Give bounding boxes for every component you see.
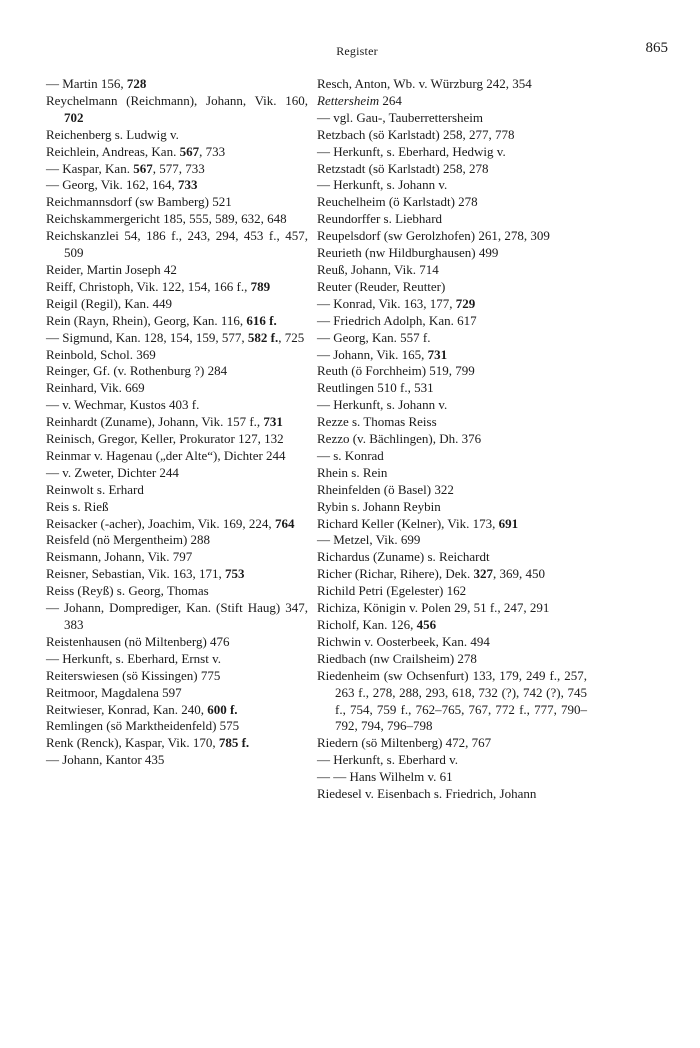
register-entry: Reuchelheim (ö Karlstadt) 278 <box>317 194 478 210</box>
running-title: Register <box>336 44 378 58</box>
register-entry: — v. Wechmar, Kustos 403 f. <box>46 397 200 413</box>
register-entry: Rein (Rayn, Rhein), Georg, Kan. 116, 616 f. <box>46 312 277 328</box>
register-entry: Richardus (Zuname) s. Reichardt <box>317 549 490 565</box>
register-entry: — Herkunft, s. Eberhard, Ernst v. <box>46 650 221 666</box>
register-entry: Riedern (sö Miltenberg) 472, 767 <box>317 735 492 751</box>
register-entry: Riedbach (nw Crailsheim) 278 <box>317 650 477 666</box>
register-entry: Rezzo (v. Bächlingen), Dh. 376 <box>317 431 482 447</box>
register-entry: Reider, Martin Joseph 42 <box>46 261 177 277</box>
register-entry: — vgl. Gau-, Tauberrettersheim <box>317 109 483 125</box>
register-entry: Renk (Renck), Kaspar, Vik. 170, 785 f. <box>46 735 250 751</box>
register-entry: Reis s. Rieß <box>46 498 109 514</box>
register-entry: — — Hans Wilhelm v. 61 <box>317 769 453 785</box>
register-entry: Reistenhausen (nö Miltenberg) 476 <box>46 633 230 649</box>
register-entry: Reychelmann (Reichmann), Johann, Vik. 160, 702 <box>46 92 308 125</box>
register-entry: Rybin s. Johann Reybin <box>317 498 441 514</box>
register-entry: Reiterswiesen (sö Kissingen) 775 <box>46 667 221 683</box>
register-entry: Reisacker (-acher), Joachim, Vik. 169, 224, 764 <box>46 515 295 531</box>
register-entry: Richild Petri (Egelester) 162 <box>317 583 467 599</box>
register-entry: Retzstadt (sö Karlstadt) 258, 278 <box>317 160 489 176</box>
register-entry: Reuß, Johann, Vik. 714 <box>317 261 439 277</box>
register-entry: Reinbold, Schol. 369 <box>46 346 156 362</box>
register-entry: Reichskanzlei 54, 186 f., 243, 294, 453 f., 457, 509 <box>46 228 308 261</box>
register-entry: — Herkunft, s. Eberhard, Hedwig v. <box>317 143 506 159</box>
register-entry: — Martin 156, 728 <box>46 76 147 91</box>
register-entry: Reitmoor, Magdalena 597 <box>46 684 182 700</box>
register-entry: — s. Konrad <box>317 447 384 463</box>
register-entry: Reinger, Gf. (v. Rothenburg ?) 284 <box>46 363 228 379</box>
register-entry: Rhein s. Rein <box>317 464 388 480</box>
register-entry: Reichmannsdorf (sw Bamberg) 521 <box>46 194 232 210</box>
register-entry: Richwin v. Oosterbeek, Kan. 494 <box>317 633 490 649</box>
register-entry: Richiza, Königin v. Polen 29, 51 f., 247, 291 <box>317 600 550 616</box>
register-entry: Reichskammergericht 185, 555, 589, 632, 648 <box>46 211 287 227</box>
register-entry: — Johann, Vik. 165, 731 <box>317 346 448 362</box>
register-entry: — v. Zweter, Dichter 244 <box>46 464 179 480</box>
register-entry: Reinwolt s. Erhard <box>46 481 144 497</box>
register-entry: Richer (Richar, Rihere), Dek. 327, 369, 450 <box>317 566 546 582</box>
right-column <box>317 76 587 803</box>
register-entry: Reisner, Sebastian, Vik. 163, 171, 753 <box>46 566 245 582</box>
register-entry: Reichlein, Andreas, Kan. 567, 733 <box>46 143 226 159</box>
register-entry: — Herkunft, s. Johann v. <box>317 177 448 193</box>
register-entry: Reisfeld (nö Mergentheim) 288 <box>46 532 211 548</box>
register-entry: — Herkunft, s. Eberhard v. <box>317 752 459 768</box>
register-entry: — Sigmund, Kan. 128, 154, 159, 577, 582 f., 725 <box>46 329 305 345</box>
register-entry: Riedesel v. Eisenbach s. Friedrich, Johann <box>317 786 537 802</box>
register-entry: Reinhardt (Zuname), Johann, Vik. 157 f., 731 <box>46 414 283 430</box>
register-entry: Retzbach (sö Karlstadt) 258, 277, 778 <box>317 126 515 142</box>
register-entry: Reutlingen 510 f., 531 <box>317 380 434 396</box>
register-entry: Reinmar v. Hagenau („der Alte“), Dichter 244 <box>46 447 286 463</box>
register-entry: Rezze s. Thomas Reiss <box>317 414 437 430</box>
register-entry: Remlingen (sö Marktheidenfeld) 575 <box>46 718 240 734</box>
register-entry: Reupelsdorf (sw Gerolzhofen) 261, 278, 309 <box>317 228 550 244</box>
register-entry: Reinhard, Vik. 669 <box>46 380 145 396</box>
register-entry: Richard Keller (Kelner), Vik. 173, 691 <box>317 515 519 531</box>
register-entry: — Herkunft, s. Johann v. <box>317 397 448 413</box>
register-entry: — Konrad, Vik. 163, 177, 729 <box>317 295 476 311</box>
register-entry: — Kaspar, Kan. 567, 577, 733 <box>46 160 205 176</box>
register-entry: Reigil (Regil), Kan. 449 <box>46 295 173 311</box>
register-columns <box>46 76 668 1026</box>
register-entry: Reitwieser, Konrad, Kan. 240, 600 f. <box>46 701 238 717</box>
register-entry: — Friedrich Adolph, Kan. 617 <box>317 312 477 328</box>
register-entry: — Johann, Domprediger, Kan. (Stift Haug) 347, 383 <box>46 600 308 632</box>
register-entry: Reuth (ö Forchheim) 519, 799 <box>317 363 475 379</box>
page-number: 865 <box>645 40 668 56</box>
register-entry: — Georg, Vik. 162, 164, 733 <box>46 177 198 193</box>
register-entry: Rheinfelden (ö Basel) 322 <box>317 481 454 497</box>
register-entry: Richolf, Kan. 126, 456 <box>317 617 437 632</box>
register-entry: — Johann, Kantor 435 <box>46 752 165 768</box>
register-entry: Reismann, Johann, Vik. 797 <box>46 549 193 565</box>
register-entry: Reundorffer s. Liebhard <box>317 211 443 227</box>
page-header <box>46 40 668 64</box>
register-entry: Rettersheim 264 <box>317 92 402 108</box>
register-entry: Reinisch, Gregor, Keller, Prokurator 127, 132 <box>46 431 284 447</box>
register-entry: Resch, Anton, Wb. v. Würzburg 242, 354 <box>317 76 532 91</box>
register-entry: Reuter (Reuder, Reutter) <box>317 278 446 294</box>
left-column <box>46 76 308 769</box>
register-entry: Reiss (Reyß) s. Georg, Thomas <box>46 583 209 599</box>
register-entry: Reichenberg s. Ludwig v. <box>46 126 179 142</box>
register-entry: Reurieth (nw Hildburghausen) 499 <box>317 245 499 261</box>
register-entry: Riedenheim (sw Ochsenfurt) 133, 179, 249 f., 257, 263 f., 278, 288, 293, 618, 732 (?), 742 (?), 745 f., 754, 759 f., 762–765, 767, 772 f., 777, 790–792, 794, 796–798 <box>317 667 587 734</box>
register-entry: — Georg, Kan. 557 f. <box>317 329 431 345</box>
register-entry: Reiff, Christoph, Vik. 122, 154, 166 f., 789 <box>46 278 271 294</box>
register-entry: — Metzel, Vik. 699 <box>317 532 421 548</box>
